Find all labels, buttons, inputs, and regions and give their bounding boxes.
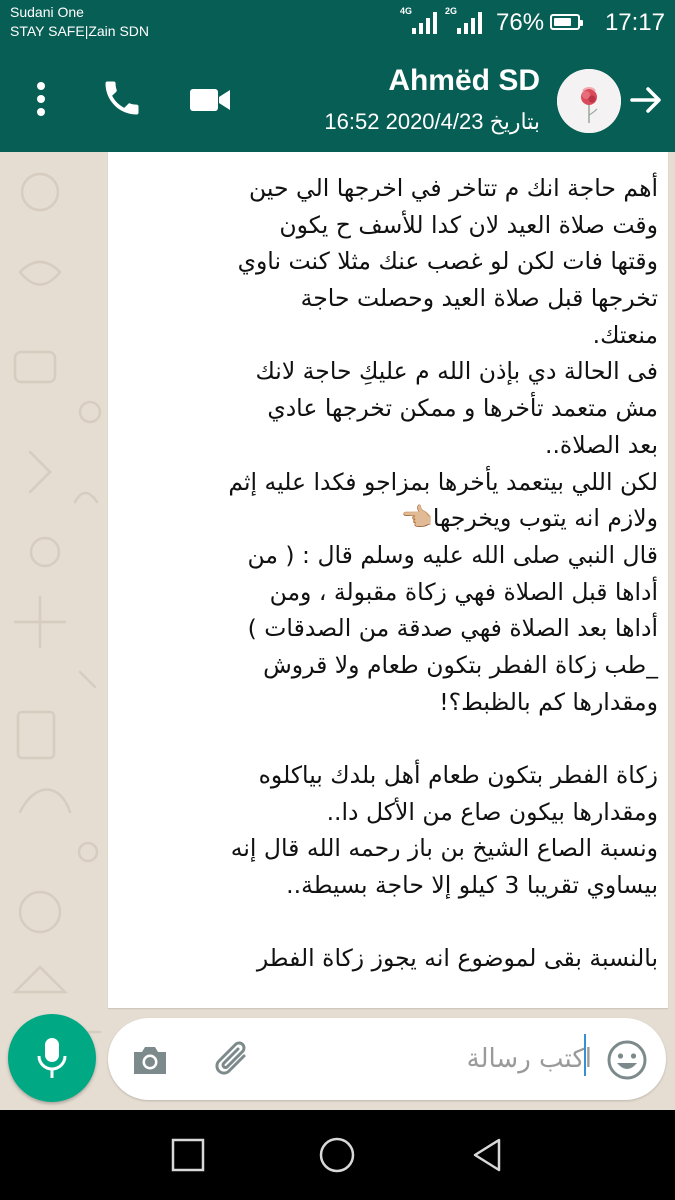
message-line [120,170,658,207]
back-triangle-icon[interactable] [467,1135,507,1175]
message-line-text: لكن اللي بيتعمد يأخرها بمزاجو فكدا عليه إثم [228,467,658,496]
message-line-text: مش متعمد تأخرها و ممكن تخرجها عادي [267,394,658,423]
home-circle-icon[interactable] [317,1135,357,1175]
message-line [120,904,658,941]
signal-4g-icon [400,6,440,40]
system-nav-bar [0,1110,675,1200]
battery-icon [550,14,580,30]
avatar[interactable] [557,69,621,133]
message-line [120,720,658,757]
camera-icon[interactable] [130,1040,170,1080]
message-line [120,280,658,317]
text-cursor [584,1034,586,1076]
signal-2g-icon [445,6,485,40]
more-vert-icon[interactable] [26,80,56,120]
message-line-text: ومقدارها كم بالظبط؟! [439,687,658,716]
status-clock: 17:17 [604,9,665,36]
message-line-text: _طب زكاة الفطر بتكون طعام ولا قروش [263,650,658,679]
message-bubble[interactable] [108,152,668,1008]
message-line-text: أداها بعد الصلاة فهي صدقة من الصدقات ) [247,614,658,643]
network-type-4g: 4G [400,6,413,16]
emoji-icon[interactable] [605,1038,649,1082]
message-line [120,243,658,280]
voice-record-button[interactable] [8,1014,96,1102]
phone-icon[interactable] [100,76,144,120]
carrier-secondary: STAY SAFE|Zain SDN [10,23,150,39]
back-arrow-icon[interactable] [628,82,664,118]
message-line-text: وقتها فات لكن لو غصب عنك مثلا كنت ناوي [237,247,658,276]
message-line-text: أداها قبل الصلاة فهي زكاة مقبولة ، ومن [269,577,658,606]
message-line-text: منعتك. [592,320,658,349]
message-line [120,207,658,244]
message-line-text: ولازم انه يتوب ويخرجها [432,504,658,533]
rose-avatar-icon [557,69,621,133]
recents-square-icon[interactable] [168,1135,208,1175]
message-line [120,647,658,684]
message-line-text: بالنسبة بقى لموضوع انه يجوز زكاة الفطر [256,944,658,973]
message-line [120,830,658,867]
status-bar [0,0,675,46]
message-text [120,170,658,977]
message-line [120,757,658,794]
attachment-clip-icon[interactable] [210,1036,256,1082]
message-line [120,500,658,537]
battery-level [554,18,571,26]
message-line-text: بعد الصلاة.. [544,430,658,459]
chat-header [0,46,675,152]
message-line [120,537,658,574]
message-line [120,574,658,611]
message-line [120,464,658,501]
pointing-finger-emoji-icon: 👈🏼 [400,503,433,534]
message-line-text: بيساوي تقريبا 3 كيلو إلا حاجة بسيطة.. [286,871,658,900]
message-line-text: زكاة الفطر بتكون طعام أهل بلدك بياكلوه [258,761,658,789]
message-line-text: أهم حاجة انك م تتاخر في اخرجها الي حين [249,174,658,202]
message-line [120,940,658,977]
message-line-text: قال النبي صلى الله عليه وسلم قال : ( من [247,540,658,569]
message-line-text: فى الحالة دي بإذن الله م عليكِ حاجة لانك [255,357,658,386]
message-input[interactable] [280,1028,594,1090]
message-line-text: وقت صلاة العيد لان كدا للأسف ح يكون [279,210,658,239]
message-line-text: ونسبة الصاع الشيخ بن باز رحمه الله قال إنه [230,834,658,863]
microphone-icon [34,1036,70,1080]
message-line [120,610,658,647]
last-seen-text: بتاريخ 2020/4/23 16:52 [324,109,540,134]
battery-percent: 76% [496,9,545,36]
message-line [120,353,658,390]
message-line [120,867,658,904]
message-line [120,317,658,354]
video-camera-icon[interactable] [186,80,234,120]
message-line [120,684,658,721]
message-line-text: تخرجها قبل صلاة العيد وحصلت حاجة [300,284,658,313]
network-type-2g: 2G [445,6,458,16]
message-line [120,390,658,427]
message-line-text: ومقدارها بيكون صاع من الأكل دا.. [326,797,658,826]
message-line [120,427,658,464]
carrier-name: Sudani One [10,4,84,20]
contact-name[interactable]: Ahmëd SD [388,64,540,97]
message-line [120,794,658,831]
